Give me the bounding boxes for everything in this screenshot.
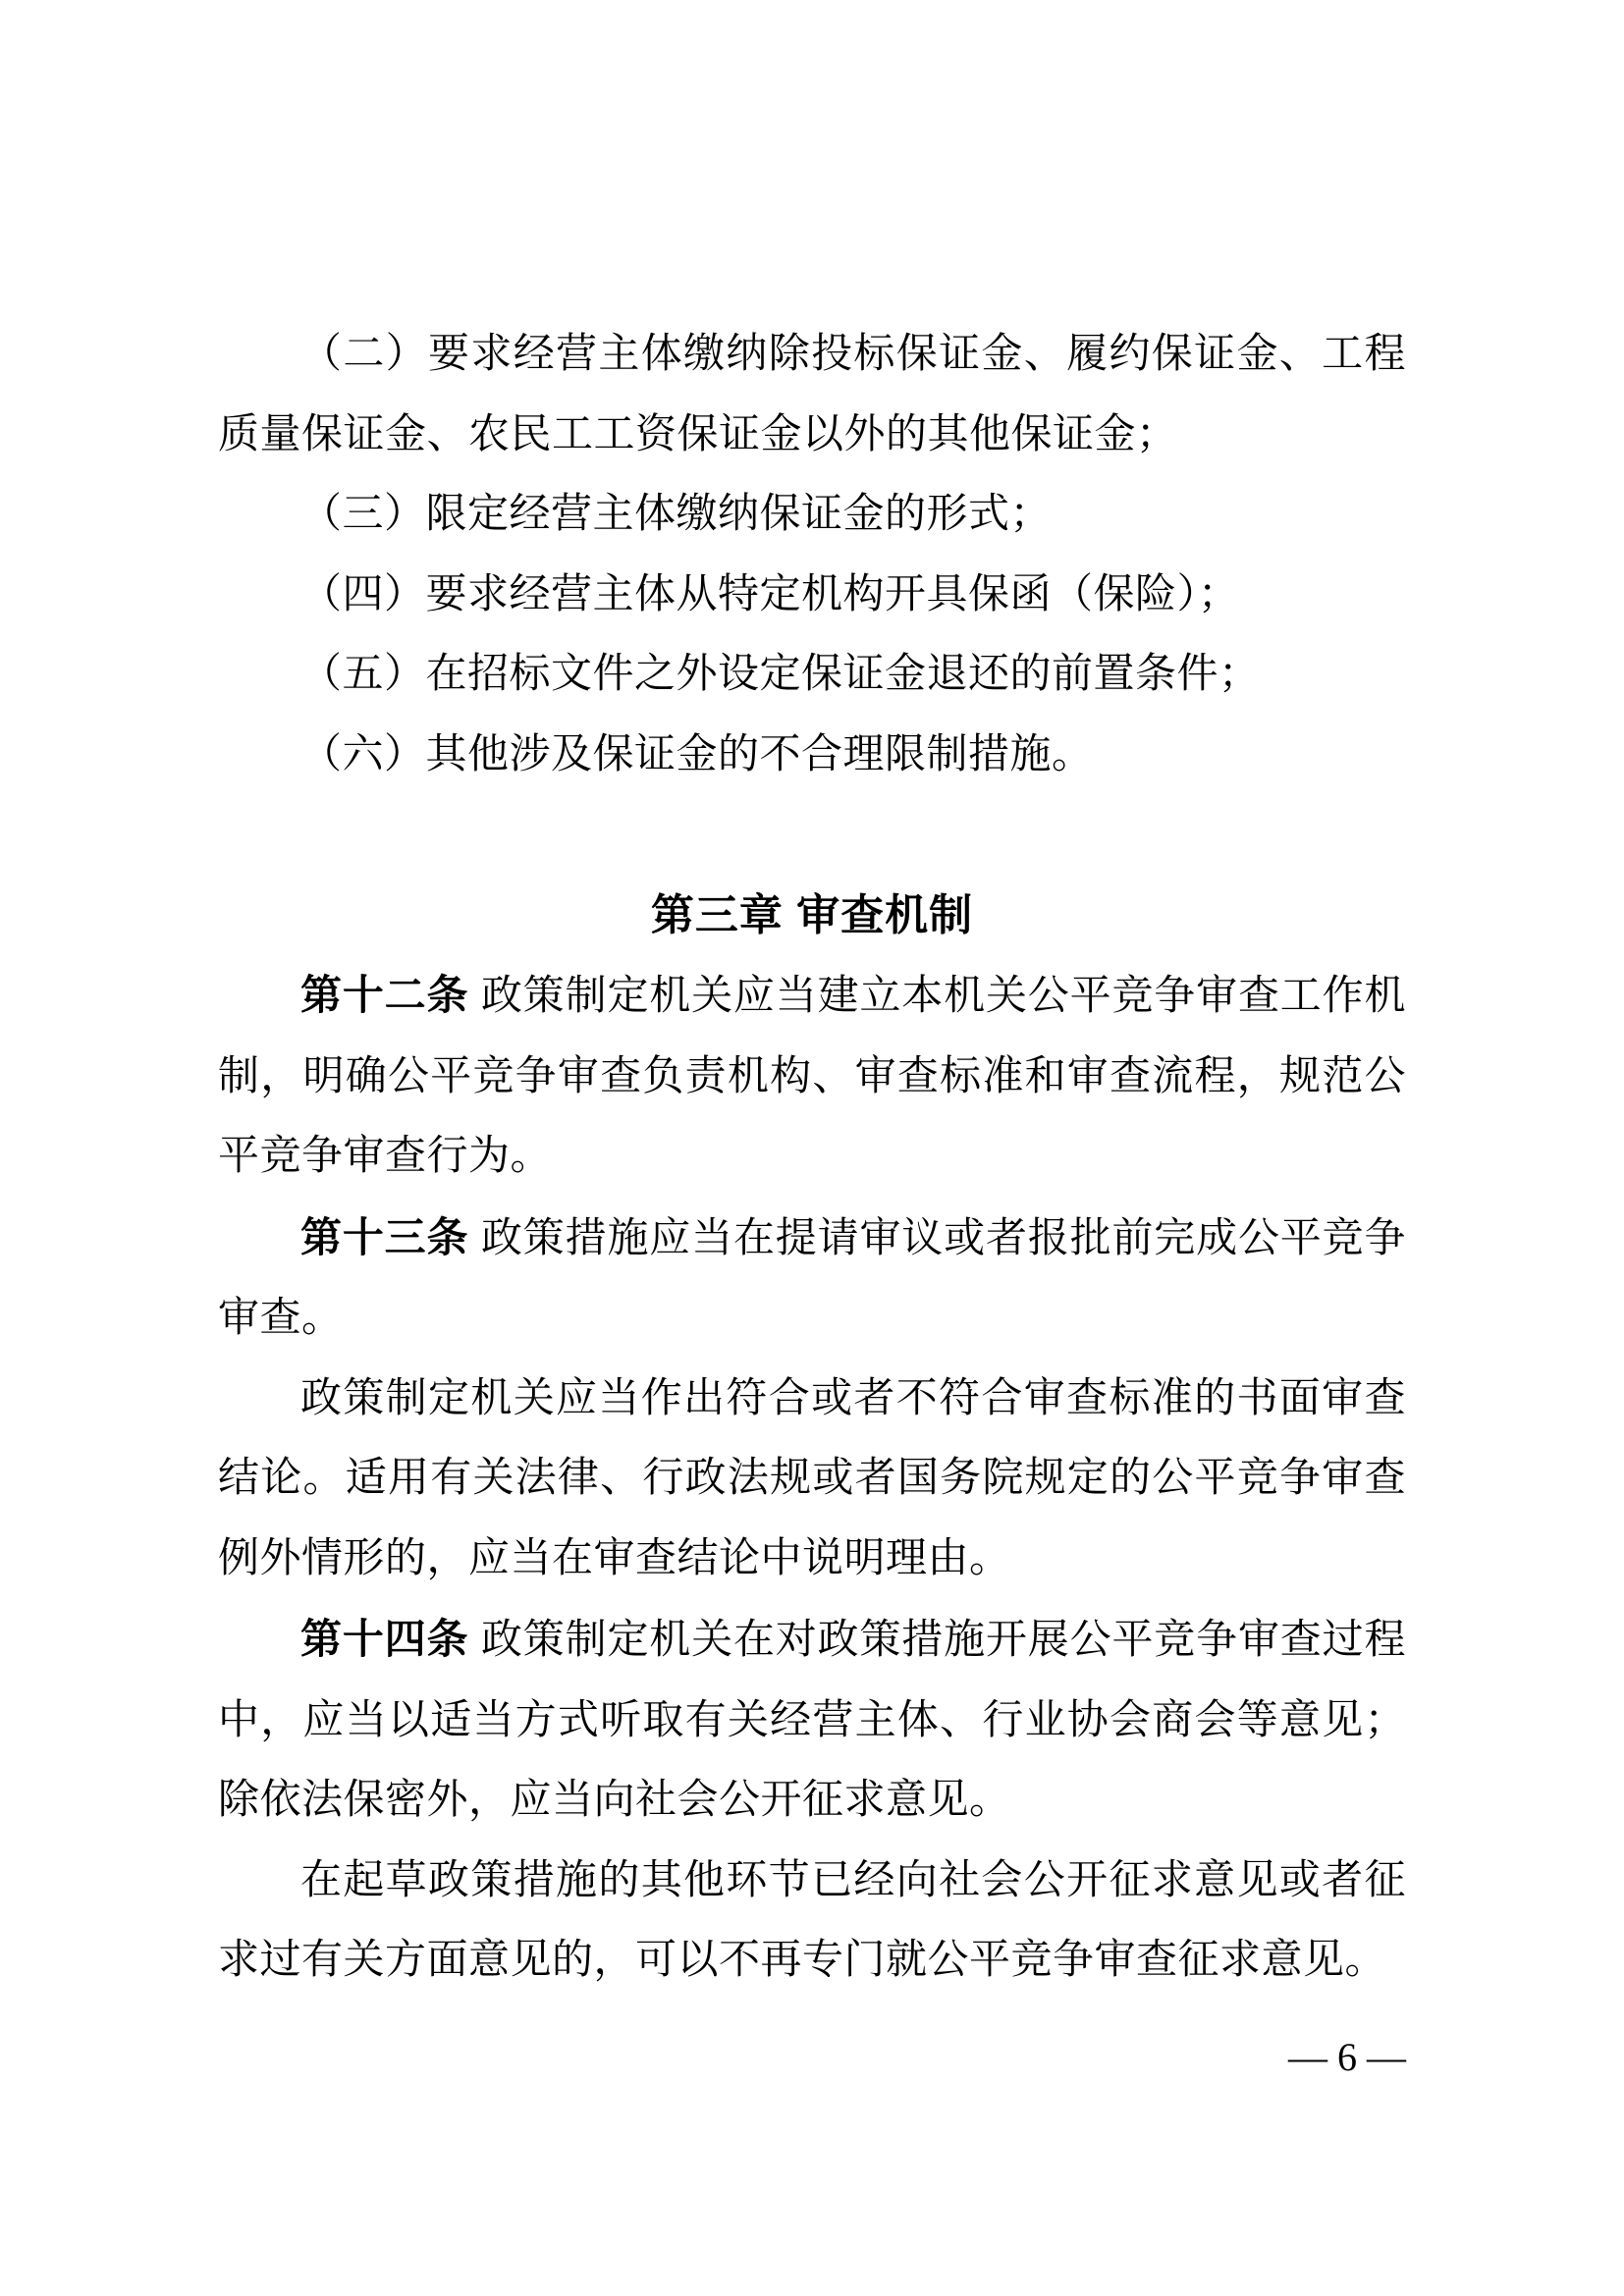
article-text-13: 政策措施应当在提请审议或者报批前完成公平竞争审查。 <box>218 1215 1406 1341</box>
article-text-12: 政策制定机关应当建立本机关公平竞争审查工作机制，明确公平竞争审查负责机构、审查标准和审查流程，规范公平竞争审查行为。 <box>218 974 1406 1179</box>
article-paragraph-12 <box>218 955 1406 1198</box>
page-number: — 6 — <box>1288 2035 1406 2079</box>
clause-item-6: （六）其他涉及保证金的不合理限制措施。 <box>300 731 1094 777</box>
article-paragraph-13 <box>218 1198 1406 1360</box>
article-number-12: 第十二条 <box>300 972 469 1018</box>
clause-item-2: （二）要求经营主体缴纳除投标保证金、履约保证金、工程质量保证金、农民工工资保证金以外的其他保证金； <box>218 332 1406 457</box>
chapter-heading: 第三章 审查机制 <box>650 890 974 939</box>
article-number-13: 第十三条 <box>300 1213 469 1260</box>
article-13-continuation-text: 政策制定机关应当作出符合或者不符合审查标准的书面审查结论。适用有关法律、行政法规或者国务院规定的公平竞争审查例外情形的，应当在审查结论中说明理由。 <box>218 1375 1406 1581</box>
article-13-continuation <box>218 1360 1406 1600</box>
article-14-continuation <box>218 1842 1406 2002</box>
clause-item-4: （四）要求经营主体从特定机构开具保函（保险）； <box>300 571 1240 617</box>
article-14-continuation-text: 在起草政策措施的其他环节已经向社会公开征求意见或者征求过有关方面意见的，可以不再专门就公平竞争审查征求意见。 <box>218 1857 1406 1983</box>
clause-item-5: （五）在招标文件之外设定保证金退还的前置条件； <box>300 652 1261 697</box>
document-body <box>218 315 1406 2002</box>
clause-item-3: （三）限定经营主体缴纳保证金的形式； <box>300 492 1053 537</box>
article-number-14: 第十四条 <box>300 1616 469 1662</box>
article-text-14: 政策制定机关在对政策措施开展公平竞争审查过程中，应当以适当方式听取有关经营主体、行业协会商会等意见；除依法保密外，应当向社会公开征求意见。 <box>218 1618 1406 1823</box>
article-paragraph-14 <box>218 1599 1406 1842</box>
